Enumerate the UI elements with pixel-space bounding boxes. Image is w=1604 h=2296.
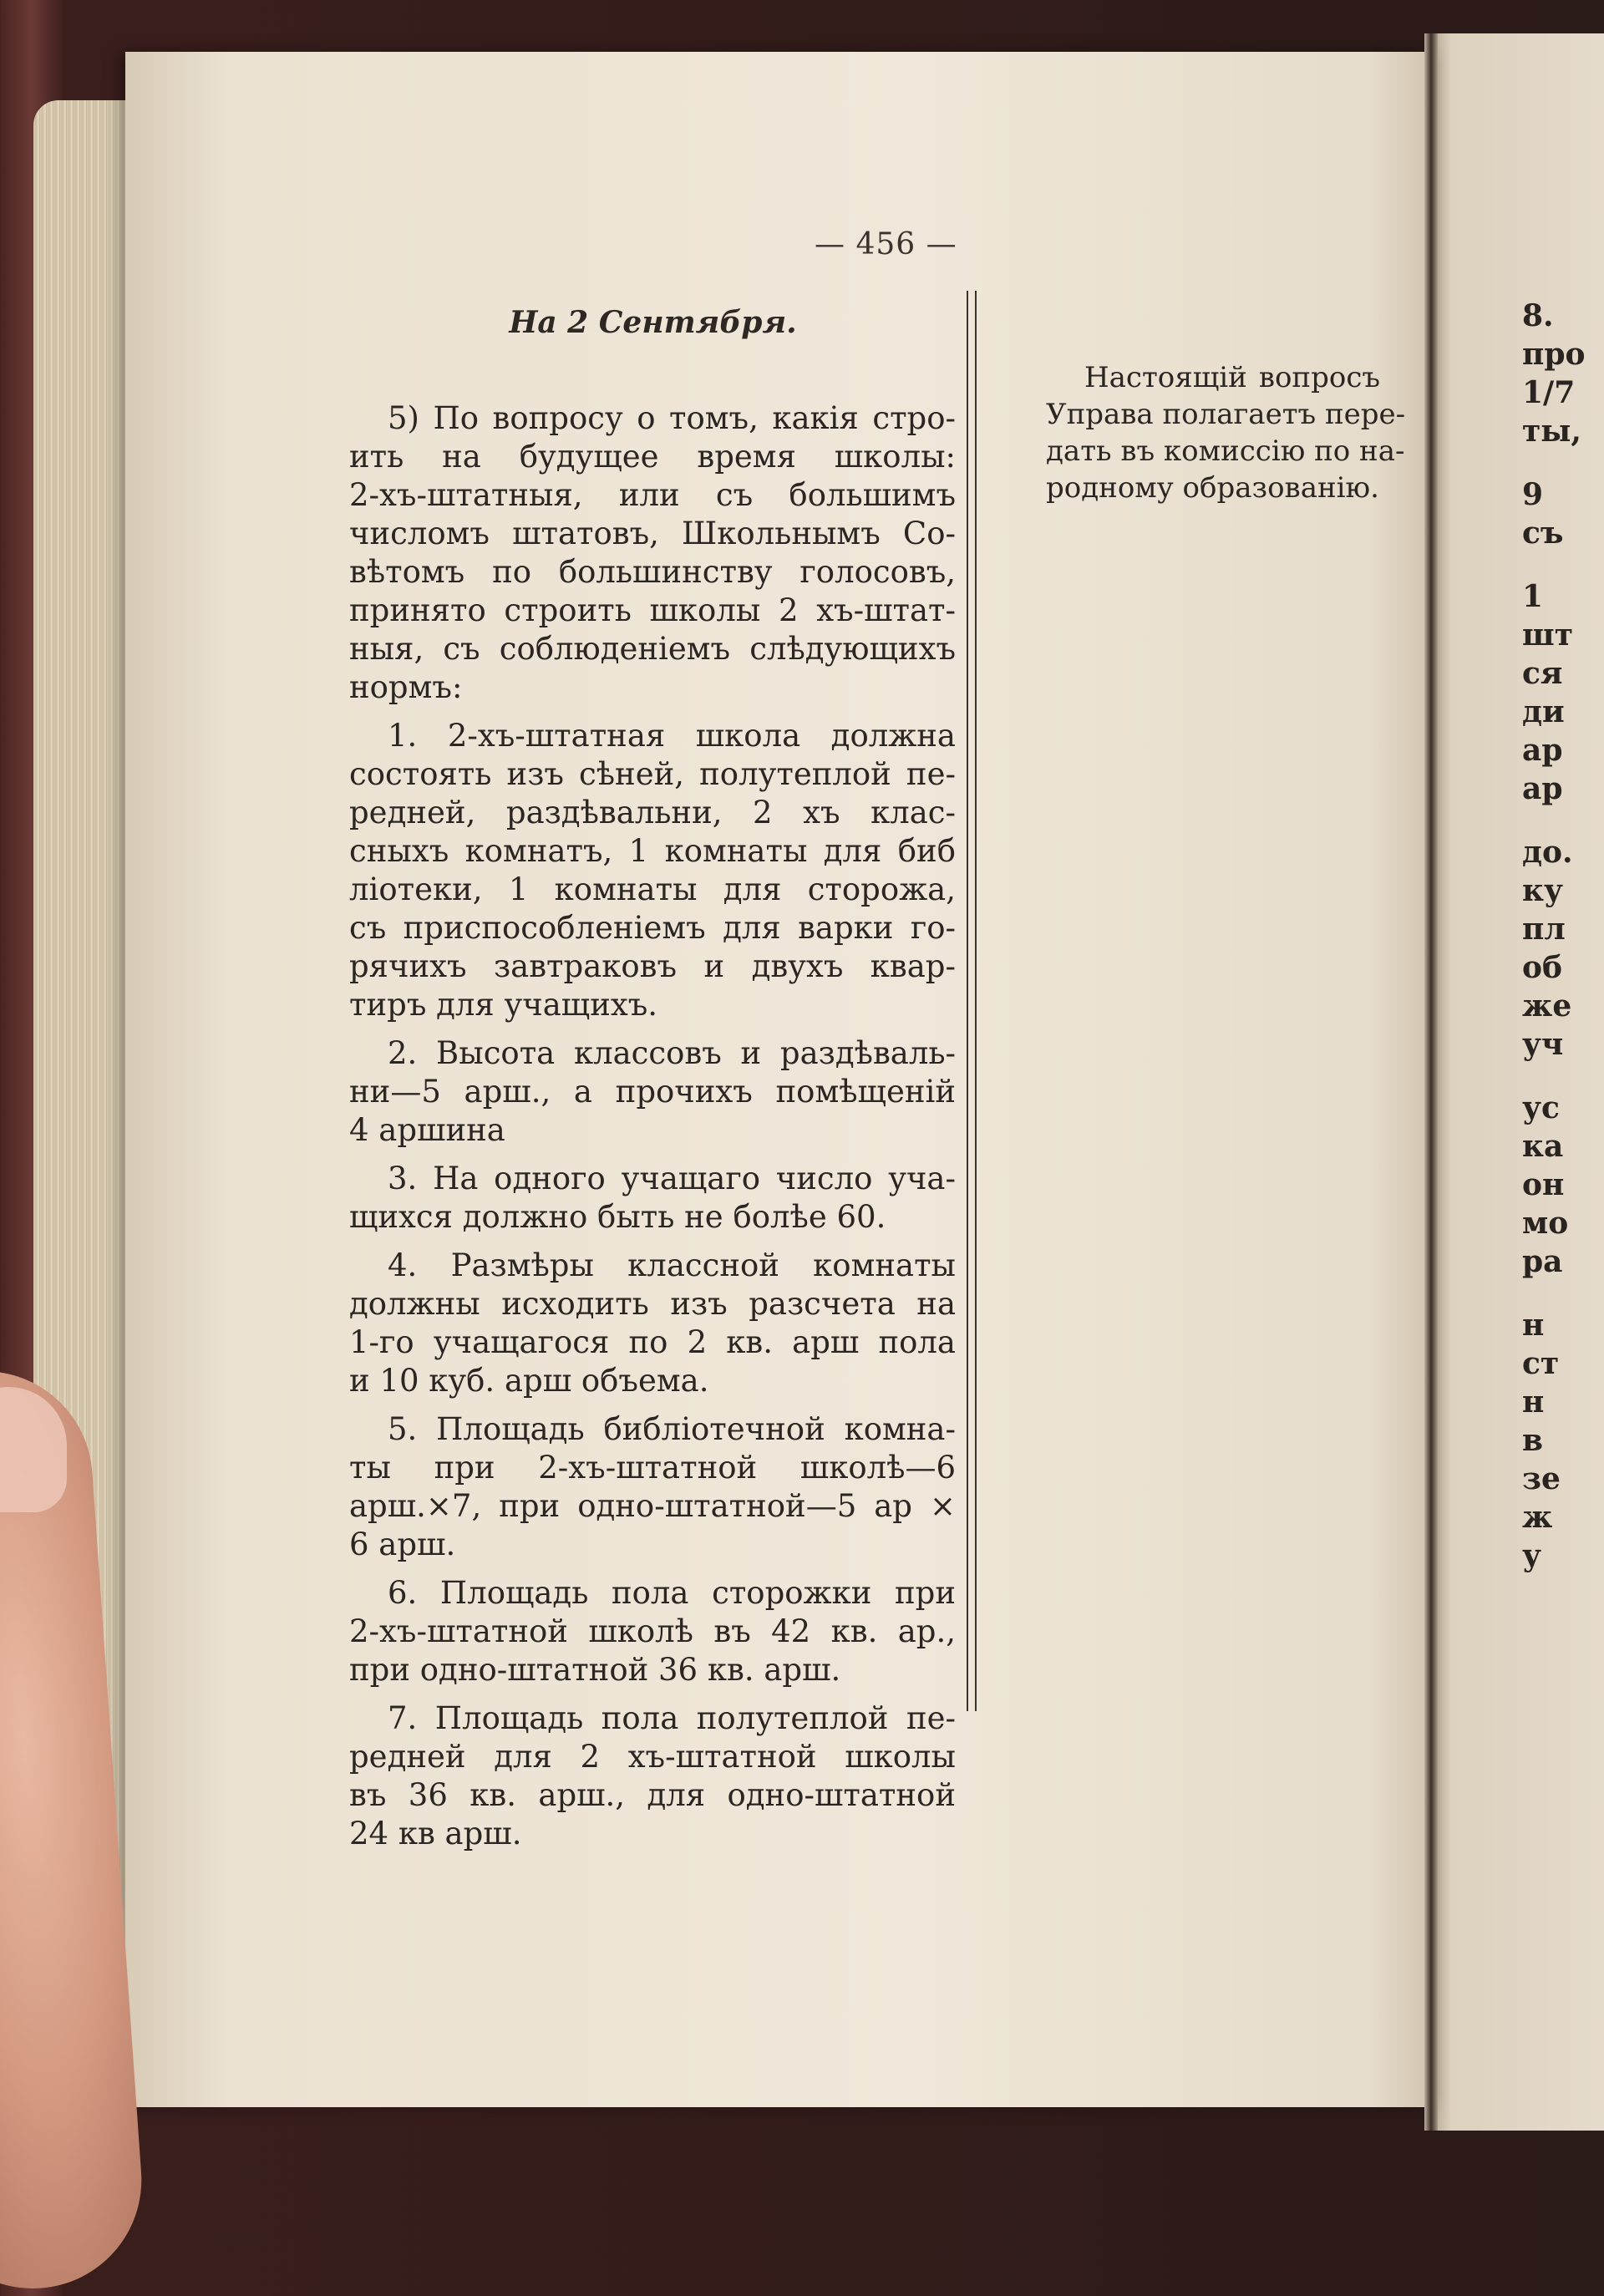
text-line: Настоящій вопросъ [1084, 361, 1380, 394]
text-line: съ приспособленіемъ для варки го- [349, 910, 956, 946]
text-line: ныя, съ соблюденіемъ слѣдующихъ [349, 631, 956, 667]
paragraph [1522, 1089, 1586, 1281]
text-line: 4. Размѣры классной комнаты [388, 1247, 956, 1283]
text-line: редней для 2 хъ-штатной школы [349, 1739, 956, 1775]
text-line: ди [1522, 694, 1565, 729]
text-line: шт [1522, 617, 1573, 653]
right-text-column [1046, 359, 1406, 506]
paragraph [349, 1699, 956, 1853]
text-line: должны исходить изъ разсчета на [349, 1286, 956, 1322]
text-line: 2-хъ-штатной школѣ въ 42 кв. ар., [349, 1613, 956, 1649]
paragraph [1046, 359, 1406, 506]
text-line: 5) По вопросу о томъ, какія стро- [388, 400, 956, 436]
text-line: 2. Высота классовъ и раздѣваль- [388, 1035, 956, 1071]
text-line: пл [1522, 912, 1566, 947]
text-line: состоять изъ сѣней, полутеплой пе- [349, 756, 956, 792]
text-line: у [1522, 1538, 1542, 1573]
text-line: до. [1522, 835, 1573, 870]
text-line: нормъ: [349, 669, 463, 705]
paragraph [349, 1247, 956, 1400]
column-divider-rule [967, 291, 977, 1711]
text-line: н [1522, 1384, 1545, 1420]
text-line: арш.×7, при одно-штатной—5 ар × [349, 1488, 956, 1524]
text-line: дать въ комиссію по на- [1046, 434, 1405, 468]
text-line: н [1522, 1308, 1545, 1343]
paragraph [349, 399, 956, 707]
text-line: ар [1522, 733, 1563, 768]
text-line: же [1522, 988, 1572, 1024]
text-line: тиръ для учащихъ. [349, 987, 658, 1023]
text-line: сныхъ комнатъ, 1 комнаты для биб [349, 833, 956, 869]
text-line: 1. 2-хъ-штатная школа должна [388, 718, 956, 754]
text-line: 24 кв арш. [349, 1816, 522, 1852]
text-line: вѣтомъ по большинству голосовъ, [349, 554, 956, 590]
text-line: в [1522, 1423, 1544, 1458]
text-line: 6. Площадь пола сторожки при [388, 1575, 956, 1611]
text-line: 1 [1522, 579, 1544, 614]
paragraph [1522, 1306, 1586, 1575]
text-line: ся [1522, 656, 1563, 691]
text-line: ліотеки, 1 комнаты для сторожа, [349, 871, 956, 907]
text-line: ты при 2-хъ-штатной школѣ—6 [349, 1450, 956, 1486]
text-line: 1/7 [1522, 375, 1576, 410]
text-line: уч [1522, 1027, 1564, 1062]
paragraph [349, 1574, 956, 1689]
text-line: 7. Площадь пола полутеплой пе- [388, 1700, 956, 1736]
text-line: 4 аршина [349, 1112, 505, 1148]
text-line: въ 36 кв. арш., для одно-штатной [349, 1777, 956, 1813]
paragraph [1522, 297, 1586, 450]
text-line: при одно-штатной 36 кв. арш. [349, 1652, 841, 1688]
paragraph [1522, 577, 1586, 808]
text-line: 5. Площадь библіотечной комна- [388, 1411, 956, 1447]
text-line: и 10 куб. арш объема. [349, 1363, 709, 1399]
text-line: редней, раздѣвальни, 2 хъ клас- [349, 795, 956, 831]
paragraph [349, 1160, 956, 1237]
text-line: ст [1522, 1346, 1560, 1381]
text-line: ра [1522, 1244, 1563, 1279]
text-line: рячихъ завтраковъ и двухъ квар- [349, 948, 956, 984]
text-line: щихся должно быть не болѣе 60. [349, 1199, 886, 1235]
text-line: 6 арш. [349, 1526, 456, 1562]
facing-page-text [1522, 297, 1586, 1600]
paragraph [349, 1034, 956, 1150]
text-line: числомъ штатовъ, Школьнымъ Со- [349, 516, 956, 551]
text-line: съ [1522, 516, 1564, 551]
text-line: ку [1522, 873, 1564, 908]
text-line: об [1522, 950, 1563, 985]
text-line: принято строить школы 2 хъ-штат- [349, 592, 956, 628]
paragraph [1522, 475, 1586, 552]
text-line: 9 [1522, 477, 1544, 512]
text-line: родному образованію. [1046, 471, 1379, 505]
text-line: ни—5 арш., а прочихъ помѣщеній [349, 1074, 956, 1110]
text-line: ить на будущее время школы: [349, 439, 956, 475]
text-line: 2-хъ-штатныя, или съ большимъ [349, 477, 956, 513]
page-number: — 456 — [815, 227, 957, 262]
text-line: ты, [1522, 414, 1581, 449]
paragraph [349, 1410, 956, 1564]
text-line: 8. [1522, 298, 1554, 333]
text-line: 1-го учащагося по 2 кв. арш пола [349, 1324, 956, 1360]
section-heading: На 2 Сентября. [509, 305, 797, 340]
text-line: про [1522, 337, 1586, 372]
left-text-column [349, 399, 956, 1853]
text-line: ж [1522, 1500, 1553, 1535]
text-line: ус [1522, 1090, 1560, 1125]
text-line: ар [1522, 771, 1563, 806]
text-line: он [1522, 1167, 1565, 1202]
paragraph [1522, 833, 1586, 1064]
paragraph [349, 717, 956, 1024]
text-line: зе [1522, 1461, 1561, 1496]
book-gutter [1424, 33, 1438, 2131]
text-line: 3. На одного учащаго число уча- [388, 1161, 956, 1196]
text-line: ка [1522, 1129, 1564, 1164]
text-line: Управа полагаетъ пере- [1046, 398, 1406, 431]
text-line: мо [1522, 1206, 1569, 1241]
